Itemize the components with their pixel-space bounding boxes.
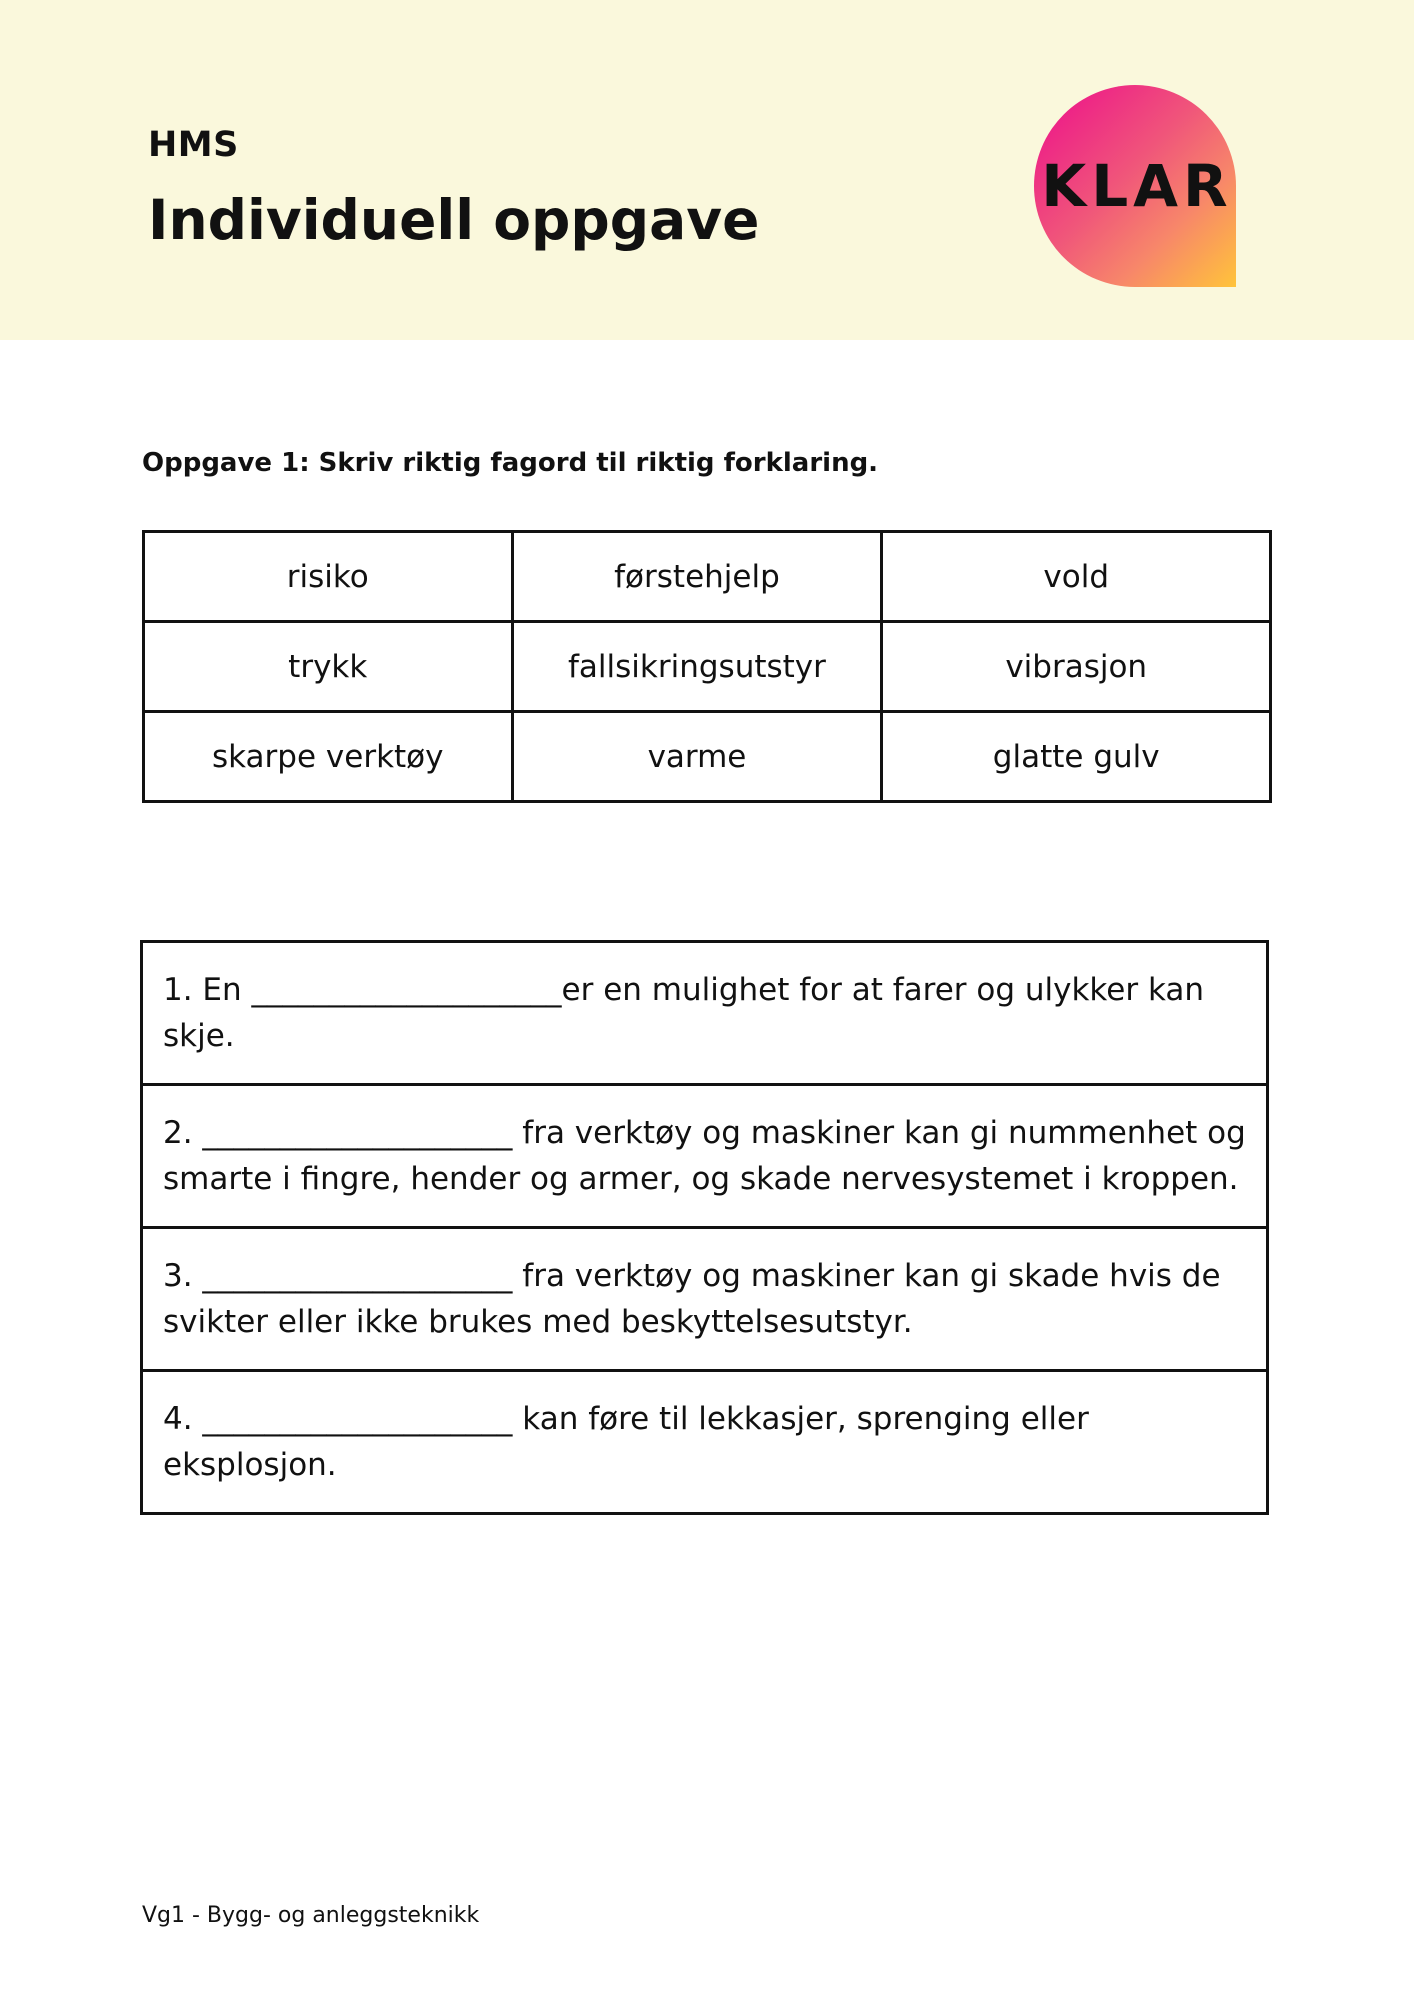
sentence-cell: 2. ____________________ fra verktøy og maskiner kan gi nummenhet og smarte i fingre, hender og armer, og skade nervesystemet i kroppen. xyxy=(142,1085,1268,1228)
sentence-table xyxy=(140,940,1269,1515)
sentence-row xyxy=(142,1085,1268,1228)
word-bank-row xyxy=(144,712,1271,802)
footer-text: Vg1 - Bygg- og anleggsteknikk xyxy=(142,1903,480,1928)
word-cell: fallsikringsutstyr xyxy=(512,622,882,712)
word-cell: vold xyxy=(882,532,1271,622)
word-cell: risiko xyxy=(144,532,513,622)
word-cell: førstehjelp xyxy=(512,532,882,622)
subject-label: HMS xyxy=(148,125,239,165)
word-cell: glatte gulv xyxy=(882,712,1271,802)
word-bank-row xyxy=(144,622,1271,712)
word-cell: vibrasjon xyxy=(882,622,1271,712)
sentence-cell: 1. En ____________________er en mulighet for at farer og ulykker kan skje. xyxy=(142,942,1268,1085)
word-cell: skarpe verktøy xyxy=(144,712,513,802)
sentence-row xyxy=(142,942,1268,1085)
sentence-row xyxy=(142,1371,1268,1514)
word-cell: trykk xyxy=(144,622,513,712)
sentence-row xyxy=(142,1228,1268,1371)
task-heading: Oppgave 1: Skriv riktig fagord til riktig forklaring. xyxy=(142,448,879,478)
sentence-cell: 4. ____________________ kan føre til lekkasjer, sprenging eller eksplosjon. xyxy=(142,1371,1268,1514)
word-bank-row xyxy=(144,532,1271,622)
page-title: Individuell oppgave xyxy=(148,188,760,252)
word-cell: varme xyxy=(512,712,882,802)
klar-logo xyxy=(1034,85,1236,287)
word-bank-table xyxy=(142,530,1272,803)
logo-text: KLAR xyxy=(1041,152,1233,220)
sentence-cell: 3. ____________________ fra verktøy og maskiner kan gi skade hvis de svikter eller ikke brukes med beskyttelsesutstyr. xyxy=(142,1228,1268,1371)
